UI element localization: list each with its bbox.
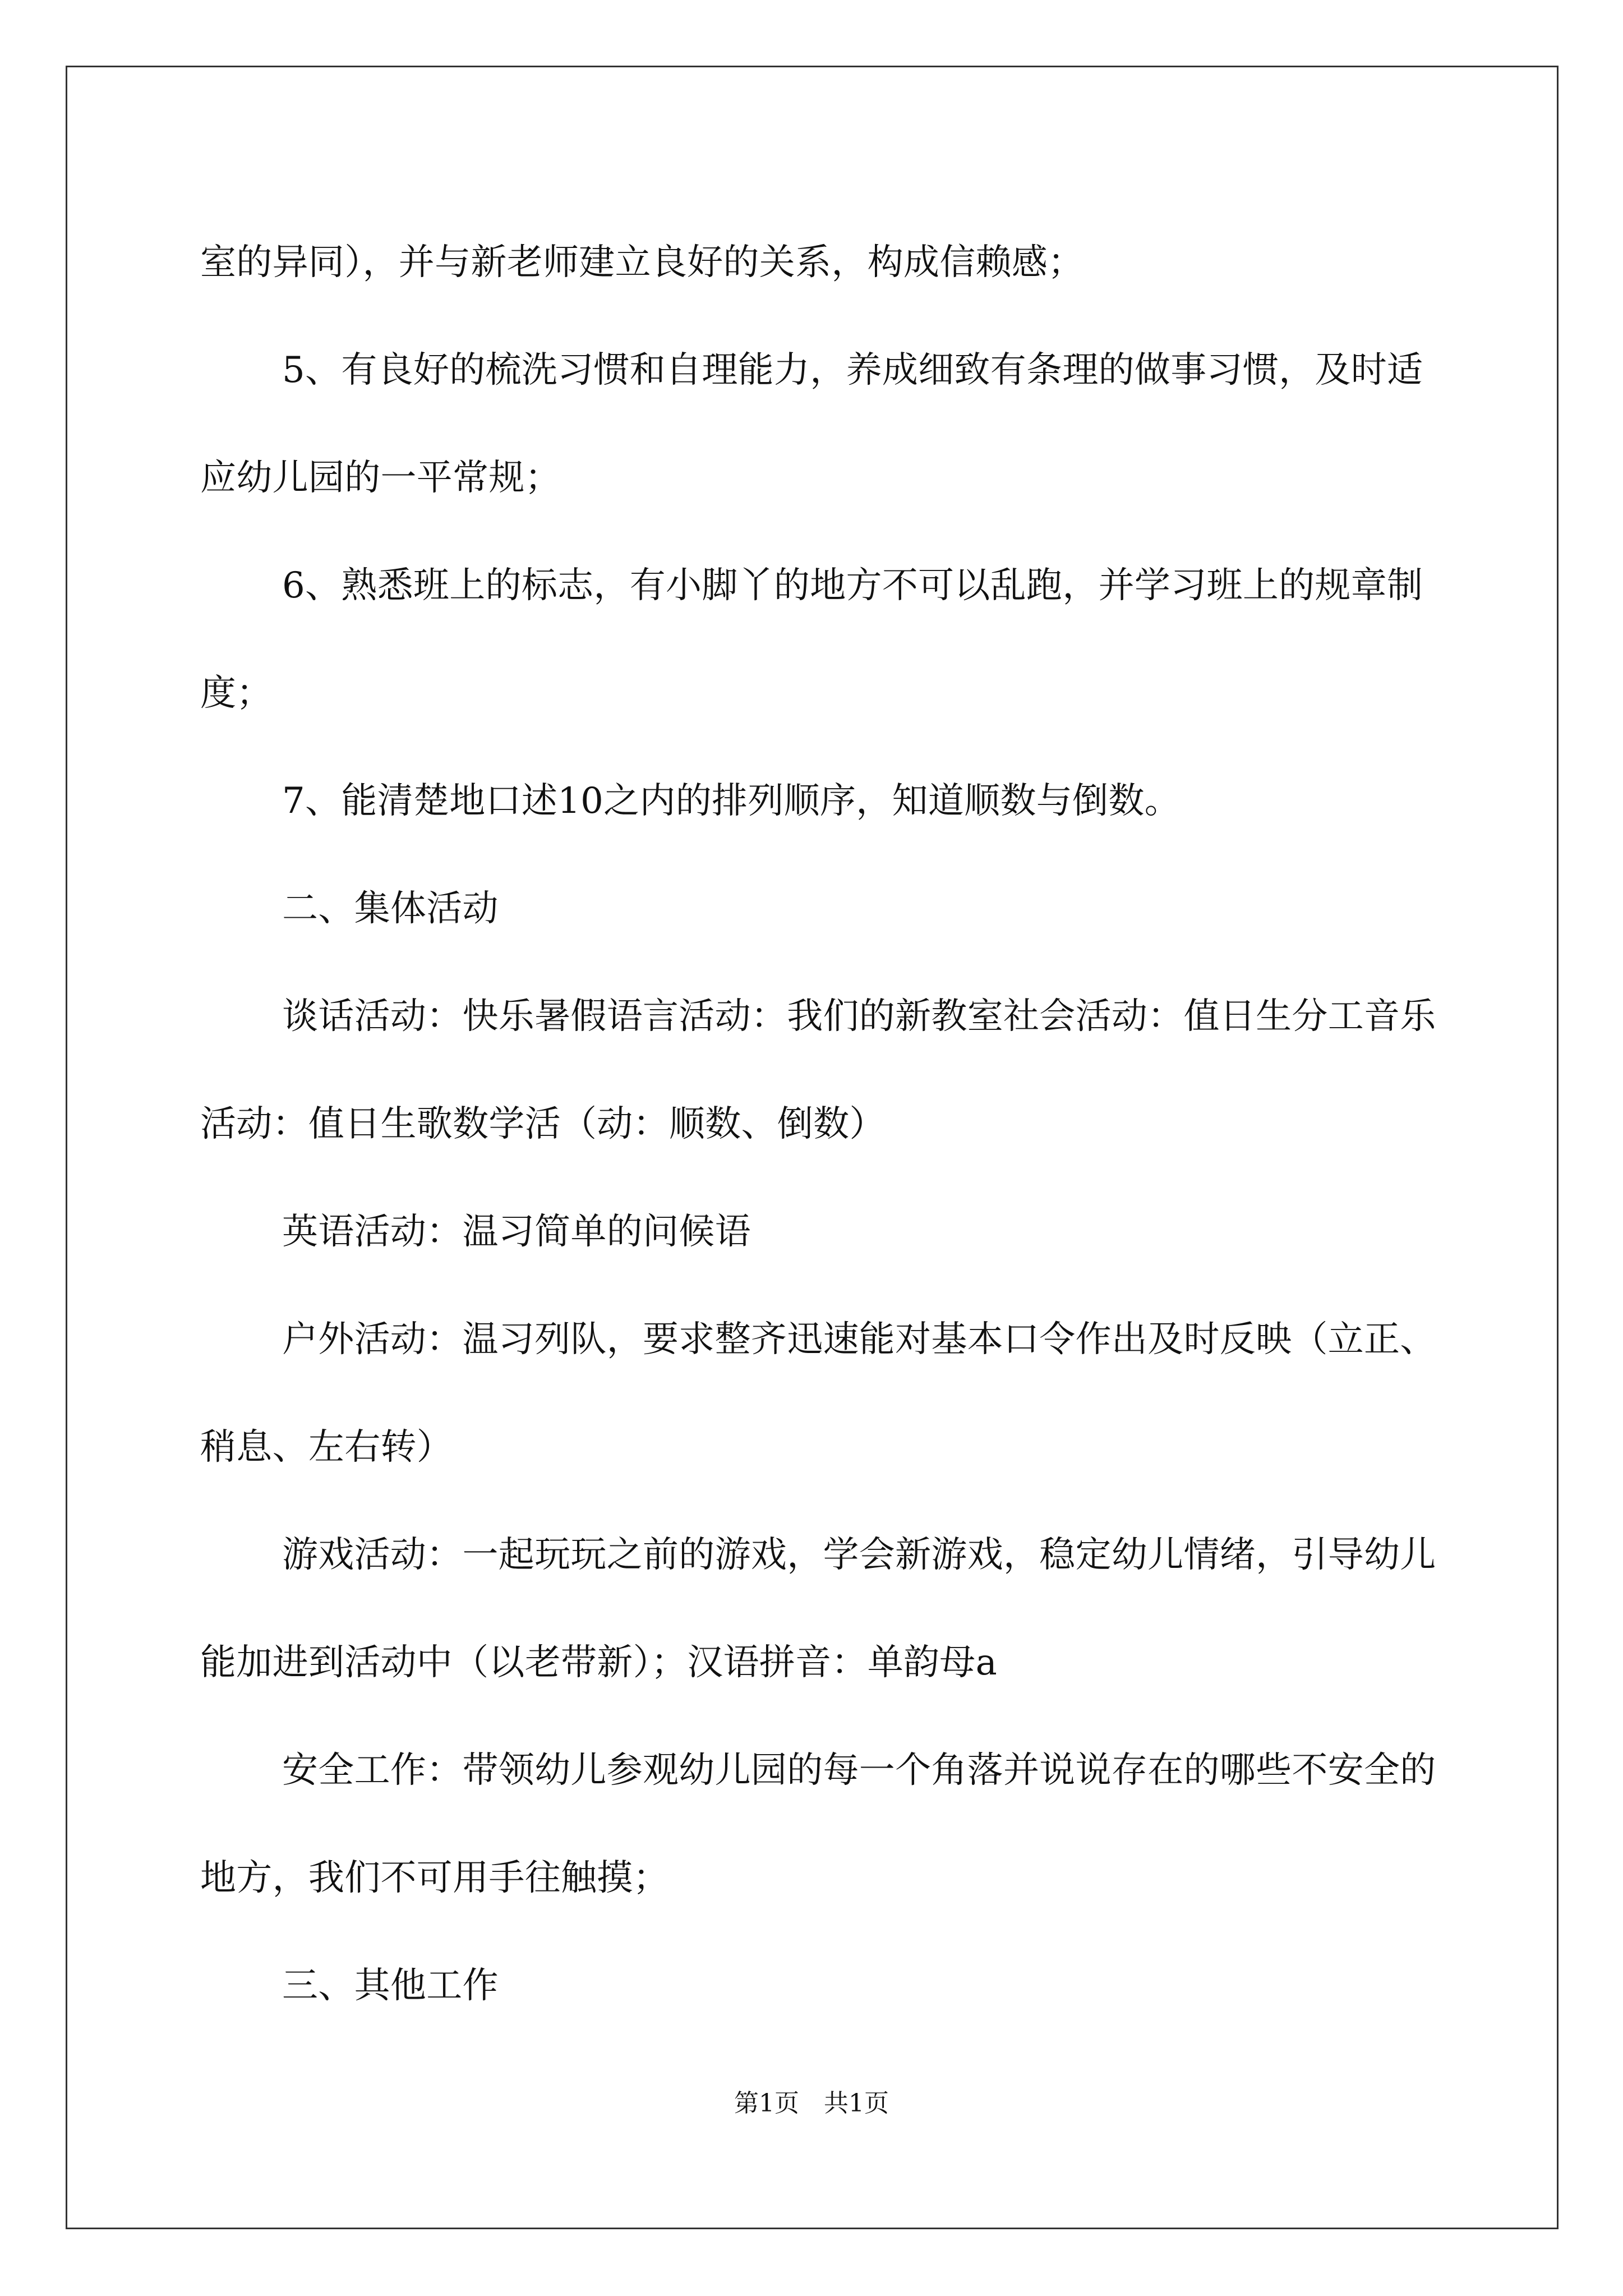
section-heading-other-work: 三、其他工作 <box>282 1965 499 2007</box>
paragraph-safety-work: 安全工作：带领幼儿参观幼儿园的每一个角落并说说存在的哪些不安全的地方，我们不可用手往触摸； <box>200 1750 1436 1899</box>
paragraph-english-activity: 英语活动：温习简单的问候语 <box>282 1211 751 1253</box>
paragraph-item-7: 7、能清楚地口述10之内的排列顺序，知道顺数与倒数。 <box>282 780 1181 822</box>
paragraph-talk-activity: 谈话活动：快乐暑假语言活动：我们的新教室社会活动：值日生分工音乐活动：值日生歌数学活（动：顺数、倒数） <box>200 996 1436 1145</box>
paragraph-game-activity: 游戏活动：一起玩玩之前的游戏，学会新游戏，稳定幼儿情绪，引导幼儿能加进到活动中（以老带新）；汉语拼音：单韵母a <box>200 1534 1436 1683</box>
paragraph-outdoor-activity: 户外活动：温习列队，要求整齐迅速能对基本口令作出及时反映（立正、稍息、左右转） <box>200 1319 1436 1468</box>
section-heading-group-activities: 二、集体活动 <box>282 888 499 930</box>
paragraph-item-5: 5、有良好的梳洗习惯和自理能力，养成细致有条理的做事习惯，及时适应幼儿园的一平常规； <box>200 349 1423 499</box>
paragraph-item-6: 6、熟悉班上的标志，有小脚丫的地方不可以乱跑，并学习班上的规章制度； <box>200 565 1423 714</box>
document-body <box>200 209 1437 2040</box>
paragraph-continuation: 室的异同），并与新老师建立良好的关系，构成信赖感； <box>200 242 1084 283</box>
page-footer: 第1页 共1页 <box>734 2089 889 2118</box>
